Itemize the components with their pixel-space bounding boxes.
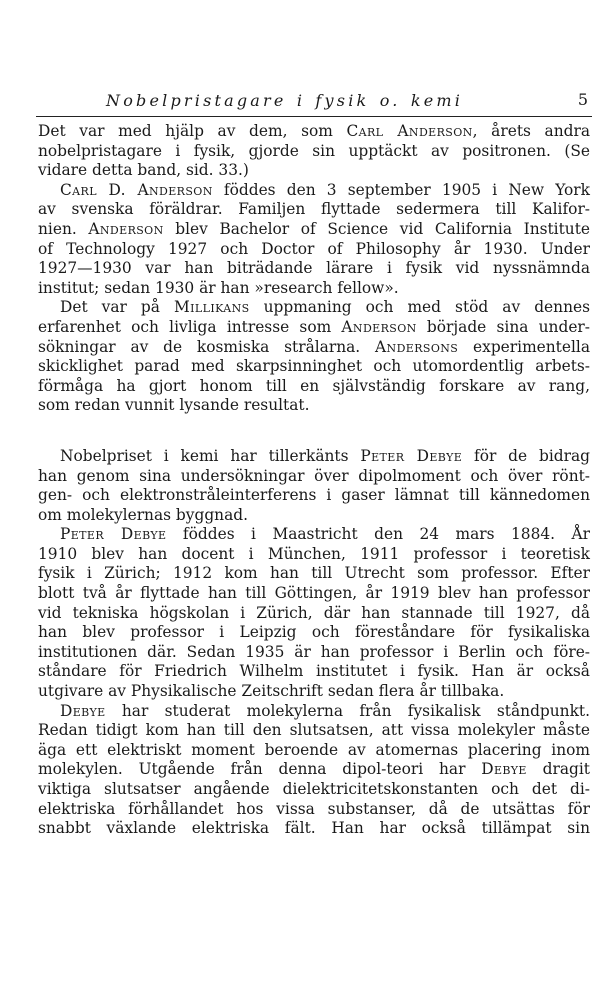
text-line: Debye har studerat molekylerna från fysikalisk ståndpunkt.: [60, 701, 590, 720]
running-title: Nobelpristagare i fysik o. kemi: [106, 91, 464, 110]
text-line: erfarenhet och livliga intresse som Anderson började sina under-: [38, 317, 590, 336]
text-line: Nobelpriset i kemi har tillerkänts Peter Debye för de bidrag: [60, 446, 590, 465]
page-number: 5: [577, 90, 588, 109]
text-line: vid tekniska högskolan i Zürich, där han stannade till 1927, då: [38, 603, 590, 622]
paragraph-debye-prize: [38, 447, 590, 525]
text-line: skicklighet parad med skarpsinninghet och utomordentlig arbets-: [38, 357, 590, 376]
person-name: Peter Debye: [360, 446, 463, 465]
text-line: fysik i Zürich; 1912 kom han till Utrecht som professor. Efter: [38, 564, 590, 583]
person-name: Carl Anderson: [346, 122, 473, 140]
text-line: förmåga ha gjort honom till en självständig forskare av rang,: [38, 376, 590, 395]
text-line: institut; sedan 1930 är han »research fellow».: [38, 278, 399, 297]
paragraph-anderson-millikan: [38, 298, 590, 416]
text-line: som redan vunnit lysande resultat.: [38, 396, 310, 415]
paragraph-debye-biography: [38, 525, 590, 701]
person-name: Debye: [60, 701, 106, 720]
text-line: 1910 blev han docent i München, 1911 professor i teoretisk: [38, 544, 590, 563]
text-line: ståndare för Friedrich Wilhelm institutet i fysik. Han är också: [38, 662, 590, 681]
text-line: Det var på Millikans uppmaning och med stöd av dennes: [60, 298, 590, 317]
person-name: Debye: [481, 760, 527, 779]
person-name: Carl D. Anderson: [60, 180, 213, 199]
text-line: han genom sina undersökningar över dipolmoment och över rönt-: [38, 466, 590, 485]
body-text: [38, 122, 590, 839]
text-line: vidare detta band, sid. 33.): [38, 161, 249, 180]
page-header: [36, 90, 592, 117]
text-line: nien. Anderson blev Bachelor of Science vid California Institute: [38, 219, 590, 238]
text-line: Carl D. Anderson föddes den 3 september 1905 i New York: [60, 180, 590, 199]
paragraph-anderson-positron: [38, 122, 590, 181]
text-line: viktiga slutsatser angående dielektricitetskonstanten och det di-: [38, 780, 590, 798]
text-line: snabbt växlande elektriska fält. Han har också tillämpat sin: [38, 819, 590, 838]
person-name: Andersons: [375, 337, 459, 356]
text-line: äga ett elektriskt moment beroende av atomernas placering inom: [38, 740, 590, 759]
text-line: Peter Debye föddes i Maastricht den 24 mars 1884. År: [60, 525, 590, 544]
person-name: Peter Debye: [60, 525, 167, 544]
text-line: of Technology 1927 och Doctor of Philosophy år 1930. Under: [38, 239, 590, 258]
text-line: 1927—1930 var han biträdande lärare i fysik vid nyssnämnda: [38, 259, 590, 278]
text-line: nobelpristagare i fysik, gjorde sin upptäckt av positronen. (Se: [38, 141, 590, 160]
text-line: institutionen där. Sedan 1935 är han professor i Berlin och före-: [38, 642, 590, 661]
text-line: sökningar av de kosmiska strålarna. Andersons experimentella: [38, 337, 590, 356]
text-line: elektriska förhållandet hos vissa substanser, då de utsättas för: [38, 799, 590, 818]
text-line: gen- och elektronstråleinterferens i gaser lämnat till kännedomen: [38, 486, 590, 505]
text-line: om molekylernas byggnad.: [38, 505, 249, 524]
section-gap: [38, 416, 590, 447]
text-line: han blev professor i Leipzig och föreståndare för fysikaliska: [38, 623, 590, 642]
person-name: Millikans: [174, 298, 250, 317]
text-line: blott två år flyttade han till Göttingen, år 1919 blev han professor: [38, 584, 590, 603]
text-line: molekylen. Utgående från denna dipol-teori har Debye dragit: [38, 760, 590, 779]
text-line: Det var med hjälp av dem, som Carl Anderson, årets andra: [38, 122, 591, 140]
text-line: Redan tidigt kom han till den slutsatsen, att vissa molekyler måste: [38, 721, 590, 740]
text-line: av svenska föräldrar. Familjen flyttade sedermera till Kalifor-: [38, 200, 590, 219]
text-line: utgivare av Physikalische Zeitschrift sedan flera år tillbaka.: [38, 682, 505, 701]
person-name: Anderson: [88, 219, 164, 238]
paragraph-anderson-biography: [38, 181, 590, 299]
paragraph-debye-dipole: [38, 702, 590, 839]
person-name: Anderson: [341, 317, 417, 336]
